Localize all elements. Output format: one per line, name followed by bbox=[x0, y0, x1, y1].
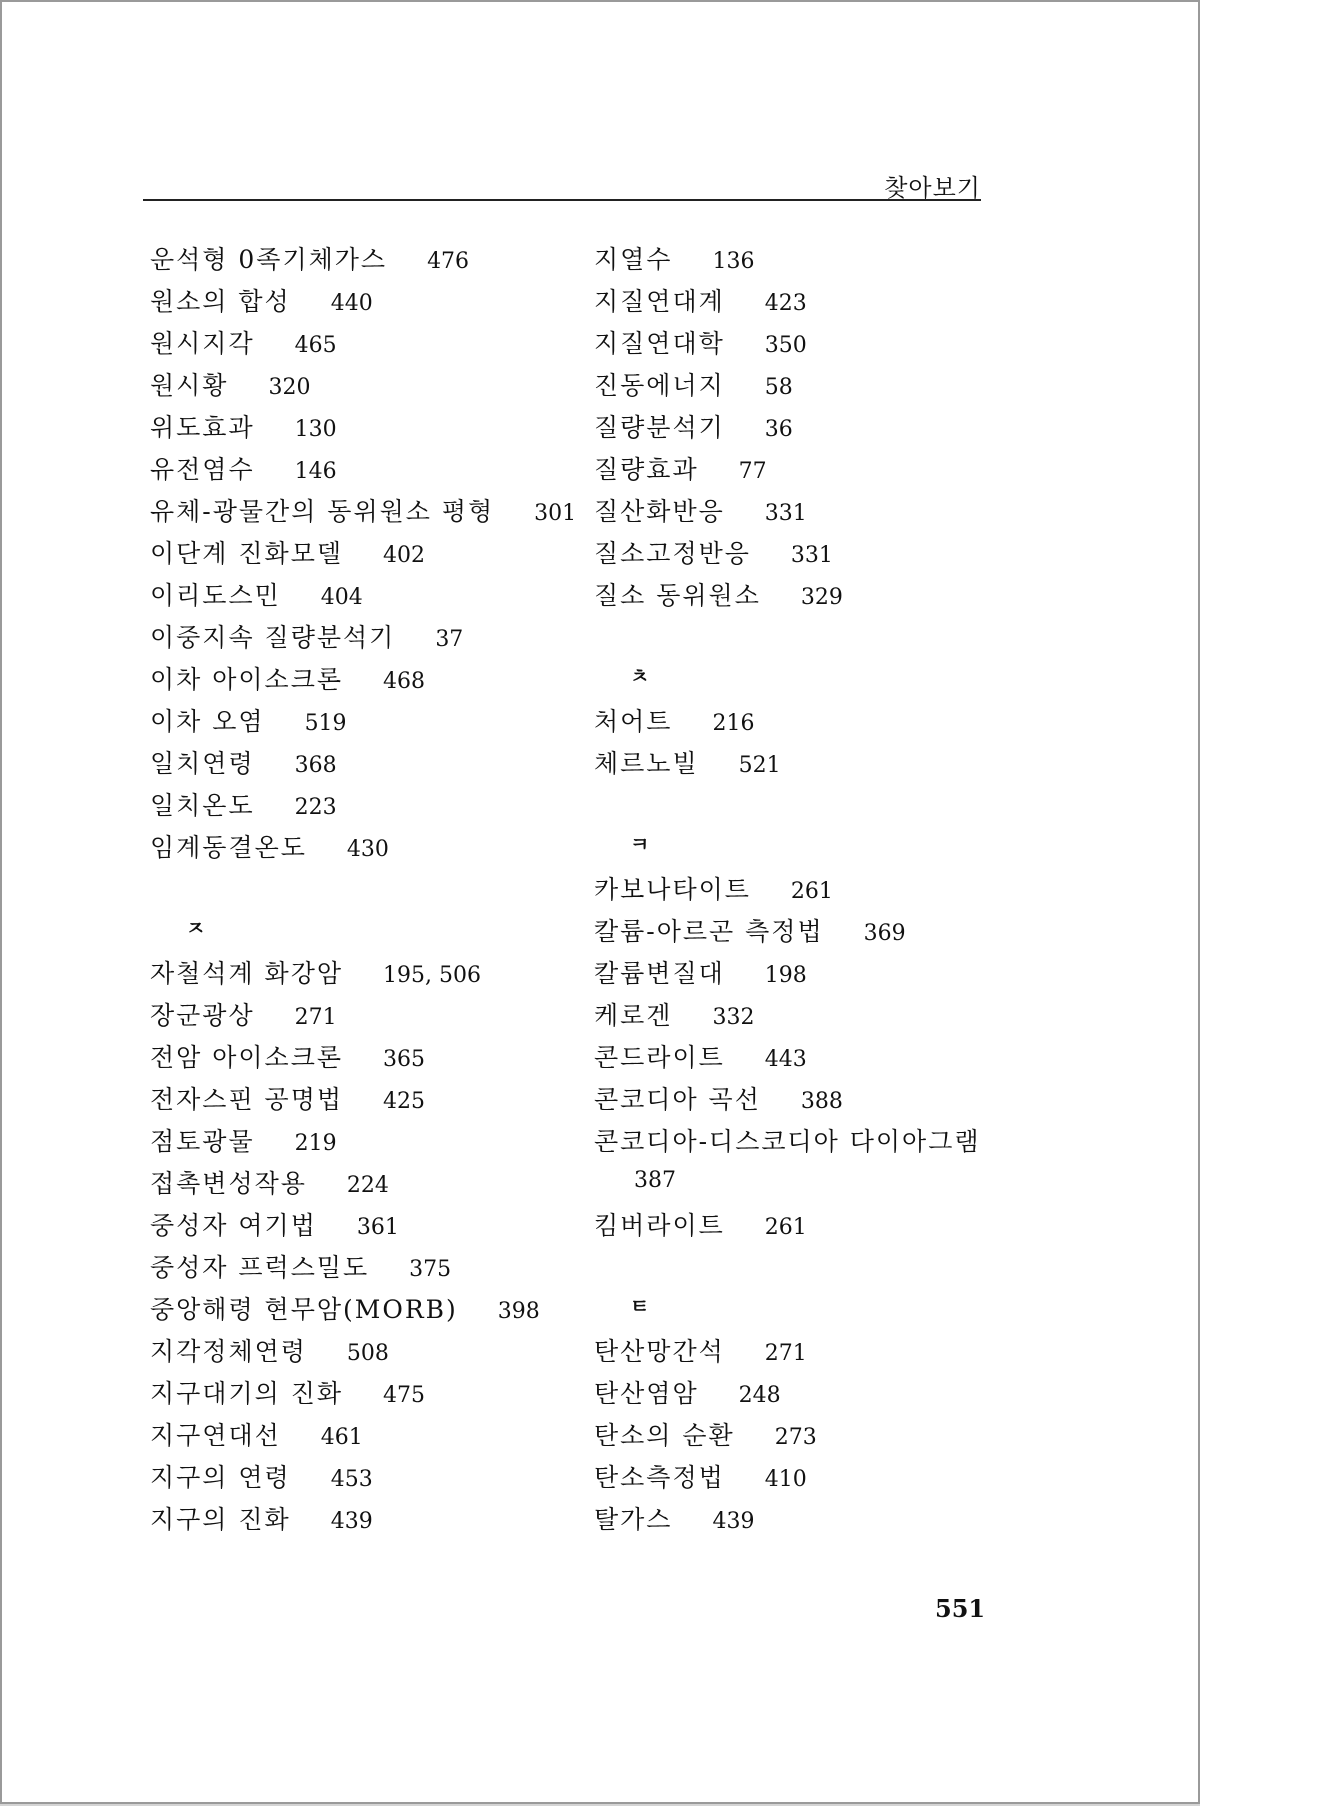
index-page-ref: 331 bbox=[764, 501, 807, 526]
index-page-ref: 423 bbox=[764, 291, 807, 316]
section-letter: ㅌ bbox=[630, 1294, 652, 1318]
index-term: 이차 아이소크론 bbox=[150, 665, 343, 694]
index-entry bbox=[150, 702, 570, 744]
index-term: 콘코디아-디스코디아 다이아그램 bbox=[594, 1127, 981, 1156]
index-term: 중앙해령 현무암(MORB) bbox=[150, 1295, 458, 1324]
index-entry bbox=[594, 870, 1014, 912]
index-page-ref: 331 bbox=[790, 543, 833, 568]
index-spacer bbox=[150, 870, 570, 912]
index-page-ref: 261 bbox=[790, 879, 833, 904]
index-term: 지구의 진화 bbox=[150, 1505, 291, 1534]
index-page-ref: 508 bbox=[346, 1341, 389, 1366]
index-page-ref: 461 bbox=[320, 1425, 363, 1450]
index-term: 지열수 bbox=[594, 245, 673, 274]
index-page-ref: 410 bbox=[764, 1467, 807, 1492]
index-entry bbox=[150, 1416, 570, 1458]
section-letter: ㅋ bbox=[630, 832, 652, 856]
index-term: 중성자 프럭스밀도 bbox=[150, 1253, 370, 1282]
index-entry bbox=[150, 660, 570, 702]
index-entry bbox=[150, 366, 570, 408]
index-page-ref: 468 bbox=[383, 669, 425, 694]
section-letter: ㅈ bbox=[186, 916, 208, 940]
index-page-ref: 219 bbox=[294, 1131, 337, 1156]
index-term: 질소고정반응 bbox=[594, 539, 751, 568]
index-term: 칼륨변질대 bbox=[594, 959, 725, 988]
index-term: 이차 오염 bbox=[150, 707, 265, 736]
index-entry bbox=[150, 744, 570, 786]
index-page-ref: 136 bbox=[712, 249, 755, 274]
index-entry bbox=[150, 324, 570, 366]
index-term: 이리도스민 bbox=[150, 581, 281, 610]
index-page-ref: 273 bbox=[774, 1425, 817, 1450]
index-entry bbox=[150, 1206, 570, 1248]
index-term: 진동에너지 bbox=[594, 371, 725, 400]
index-entry bbox=[594, 1458, 1014, 1500]
index-page-ref: 58 bbox=[764, 375, 793, 400]
index-entry bbox=[594, 450, 1014, 492]
index-term: 체르노빌 bbox=[594, 749, 699, 778]
index-page-ref: 271 bbox=[294, 1005, 337, 1030]
index-entry bbox=[594, 1374, 1014, 1416]
index-entry bbox=[150, 408, 570, 450]
index-page-ref: 368 bbox=[294, 753, 337, 778]
index-page-ref: 475 bbox=[383, 1383, 425, 1408]
index-term: 자철석계 화강암 bbox=[150, 959, 343, 988]
index-entry bbox=[150, 576, 570, 618]
index-spacer bbox=[594, 618, 1014, 660]
index-entry bbox=[150, 492, 577, 534]
index-page-ref: 332 bbox=[712, 1005, 755, 1030]
index-page-ref: 388 bbox=[800, 1089, 843, 1114]
index-spacer bbox=[594, 786, 1014, 828]
index-page-ref: 37 bbox=[435, 627, 464, 652]
index-page-ref: 369 bbox=[863, 921, 906, 946]
index-page-ref: 398 bbox=[497, 1299, 540, 1324]
index-page-ref: 453 bbox=[330, 1467, 373, 1492]
index-entry bbox=[594, 408, 1014, 450]
index-term: 카보나타이트 bbox=[594, 875, 751, 904]
index-term: 원시지각 bbox=[150, 329, 255, 358]
index-page-ref: 130 bbox=[294, 417, 337, 442]
index-entry bbox=[150, 1500, 570, 1542]
index-entry bbox=[150, 1290, 570, 1332]
index-term: 운석형 0족기체가스 bbox=[150, 245, 388, 274]
header-rule bbox=[143, 199, 981, 201]
index-entry bbox=[594, 1416, 1014, 1458]
index-page-ref: 439 bbox=[712, 1509, 755, 1534]
index-entry bbox=[594, 366, 1014, 408]
index-page-ref: 361 bbox=[356, 1215, 399, 1240]
index-entry bbox=[150, 996, 570, 1038]
index-entry bbox=[594, 1080, 1014, 1122]
index-entry bbox=[594, 1206, 1014, 1248]
index-page-ref: 519 bbox=[304, 711, 347, 736]
index-entry bbox=[150, 1164, 570, 1206]
index-entry bbox=[594, 1038, 1014, 1080]
index-term: 이단계 진화모델 bbox=[150, 539, 343, 568]
index-entry bbox=[594, 324, 1014, 366]
index-page-ref: 198 bbox=[764, 963, 807, 988]
index-entry bbox=[594, 1500, 1014, 1542]
index-page-ref: 375 bbox=[409, 1257, 452, 1282]
index-term: 질소 동위원소 bbox=[594, 581, 761, 610]
index-entry bbox=[594, 1122, 1014, 1164]
index-term: 중성자 여기법 bbox=[150, 1211, 317, 1240]
index-entry bbox=[594, 702, 1014, 744]
index-spacer bbox=[594, 1248, 1014, 1290]
index-page-ref: 195, 506 bbox=[383, 963, 481, 988]
index-term: 칼륨-아르곤 측정법 bbox=[594, 917, 824, 946]
index-page-ref: 224 bbox=[346, 1173, 389, 1198]
page-number: 551 bbox=[935, 1594, 986, 1623]
index-page-ref: 77 bbox=[738, 459, 767, 484]
index-term: 일치온도 bbox=[150, 791, 255, 820]
index-term: 킴버라이트 bbox=[594, 1211, 725, 1240]
index-page-ref: 301 bbox=[534, 501, 577, 526]
index-term: 질량분석기 bbox=[594, 413, 725, 442]
running-header-title: 찾아보기 bbox=[884, 174, 981, 202]
index-section-heading bbox=[594, 828, 1014, 870]
index-page-ref: 365 bbox=[383, 1047, 425, 1072]
index-entry bbox=[594, 576, 1014, 618]
index-column-left bbox=[150, 240, 577, 1542]
index-column-right bbox=[594, 240, 1014, 1542]
index-term: 위도효과 bbox=[150, 413, 255, 442]
index-page-ref: 350 bbox=[764, 333, 807, 358]
index-term: 전암 아이소크론 bbox=[150, 1043, 343, 1072]
index-page-ref: 271 bbox=[764, 1341, 807, 1366]
index-entry bbox=[150, 1080, 570, 1122]
index-page-ref: 329 bbox=[800, 585, 843, 610]
index-entry bbox=[150, 954, 570, 996]
index-entry bbox=[594, 744, 1014, 786]
index-term: 탈가스 bbox=[594, 1505, 673, 1534]
index-term: 탄소측정법 bbox=[594, 1463, 725, 1492]
index-page-ref: 425 bbox=[383, 1089, 425, 1114]
index-page-ref: 146 bbox=[294, 459, 337, 484]
index-term: 일치연령 bbox=[150, 749, 255, 778]
index-page-ref: 261 bbox=[764, 1215, 807, 1240]
index-page-ref: 430 bbox=[346, 837, 389, 862]
index-term: 점토광물 bbox=[150, 1127, 255, 1156]
index-term: 원시황 bbox=[150, 371, 229, 400]
index-term: 원소의 합성 bbox=[150, 287, 291, 316]
index-term: 지구의 연령 bbox=[150, 1463, 291, 1492]
index-entry bbox=[150, 618, 570, 660]
index-term: 유체-광물간의 동위원소 평형 bbox=[150, 497, 495, 526]
index-term: 유전염수 bbox=[150, 455, 255, 484]
index-term: 탄산염암 bbox=[594, 1379, 699, 1408]
index-term: 콘드라이트 bbox=[594, 1043, 725, 1072]
index-entry bbox=[150, 1038, 570, 1080]
index-term: 처어트 bbox=[594, 707, 673, 736]
index-entry bbox=[594, 954, 1014, 996]
index-page-ref: 387 bbox=[634, 1168, 676, 1193]
index-entry bbox=[594, 282, 1014, 324]
index-entry bbox=[594, 534, 1014, 576]
index-page-ref: 248 bbox=[738, 1383, 781, 1408]
index-term: 지질연대계 bbox=[594, 287, 725, 316]
index-page-ref: 320 bbox=[268, 375, 311, 400]
index-section-heading bbox=[594, 660, 1014, 702]
index-entry bbox=[150, 1248, 570, 1290]
index-page-ref: 476 bbox=[427, 249, 470, 274]
index-term: 이중지속 질량분석기 bbox=[150, 623, 396, 652]
index-entry bbox=[150, 1374, 570, 1416]
index-entry bbox=[594, 240, 1014, 282]
index-term: 접촉변성작용 bbox=[150, 1169, 307, 1198]
index-entry bbox=[150, 282, 570, 324]
index-entry bbox=[150, 240, 570, 282]
index-page-ref: 443 bbox=[764, 1047, 807, 1072]
index-page-ref: 439 bbox=[330, 1509, 373, 1534]
index-page-ref: 440 bbox=[330, 291, 373, 316]
index-term: 탄산망간석 bbox=[594, 1337, 725, 1366]
index-page-ref: 521 bbox=[738, 753, 781, 778]
index-entry bbox=[594, 912, 1014, 954]
index-page-ref: 223 bbox=[294, 795, 337, 820]
index-entry-continuation bbox=[594, 1164, 1014, 1206]
index-term: 임계동결온도 bbox=[150, 833, 307, 862]
index-term: 콘코디아 곡선 bbox=[594, 1085, 761, 1114]
index-entry bbox=[150, 1332, 570, 1374]
page-margin bbox=[1200, 0, 1330, 1806]
index-section-heading bbox=[150, 912, 570, 954]
index-term: 지구대기의 진화 bbox=[150, 1379, 343, 1408]
index-term: 질량효과 bbox=[594, 455, 699, 484]
index-page-ref: 465 bbox=[294, 333, 337, 358]
index-entry bbox=[594, 996, 1014, 1038]
index-entry bbox=[594, 1332, 1014, 1374]
index-page-ref: 404 bbox=[320, 585, 363, 610]
index-term: 질산화반응 bbox=[594, 497, 725, 526]
index-page-ref: 36 bbox=[764, 417, 793, 442]
index-term: 탄소의 순환 bbox=[594, 1421, 735, 1450]
index-term: 장군광상 bbox=[150, 1001, 255, 1030]
index-page-ref: 402 bbox=[383, 543, 425, 568]
index-term: 지질연대학 bbox=[594, 329, 725, 358]
index-section-heading bbox=[594, 1290, 1014, 1332]
index-entry bbox=[150, 786, 570, 828]
index-entry bbox=[150, 1122, 570, 1164]
index-entry bbox=[150, 450, 570, 492]
index-term: 지구연대선 bbox=[150, 1421, 281, 1450]
index-entry bbox=[150, 1458, 570, 1500]
index-entry bbox=[150, 828, 570, 870]
index-entry bbox=[594, 492, 1014, 534]
index-entry bbox=[150, 534, 570, 576]
index-page-ref: 216 bbox=[712, 711, 755, 736]
index-term: 케로겐 bbox=[594, 1001, 673, 1030]
index-term: 전자스핀 공명법 bbox=[150, 1085, 343, 1114]
index-term: 지각정체연령 bbox=[150, 1337, 307, 1366]
section-letter: ㅊ bbox=[630, 664, 652, 688]
